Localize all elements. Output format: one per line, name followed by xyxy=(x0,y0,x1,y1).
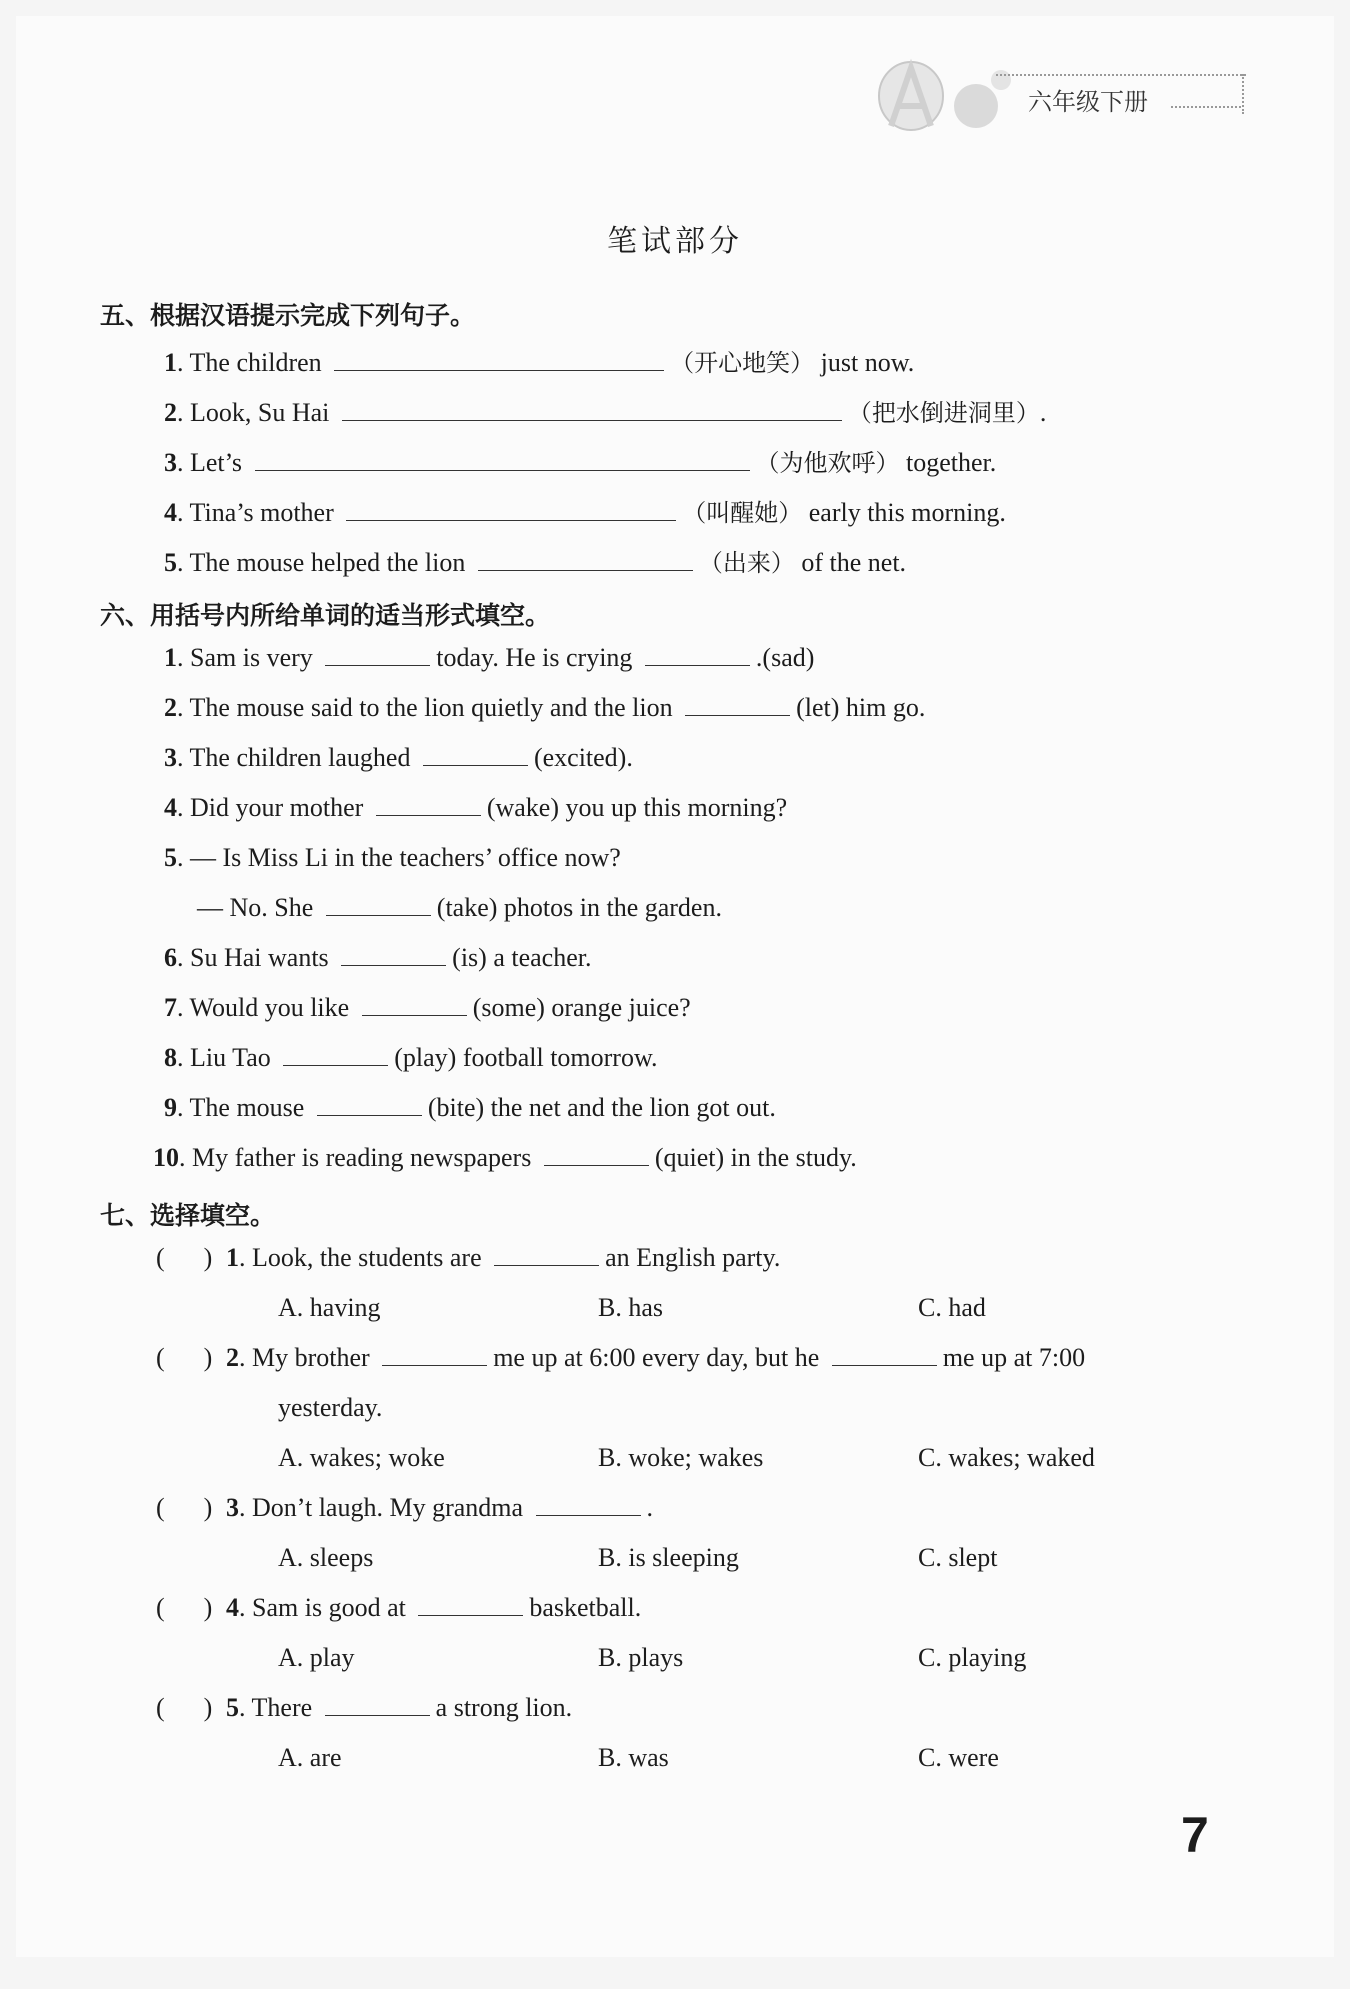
page-title: 笔试部分 xyxy=(607,224,743,259)
q5-option-a[interactable]: A. are xyxy=(278,1743,342,1772)
worksheet-page xyxy=(16,16,1334,1957)
section-7-title: 七、选择填空。 xyxy=(100,1201,276,1230)
q2-option-a[interactable]: A. wakes; woke xyxy=(278,1443,445,1472)
header-rule-vertical xyxy=(1242,74,1244,114)
header-rule-short xyxy=(1171,106,1241,108)
q3-option-b[interactable]: B. is sleeping xyxy=(598,1543,739,1572)
s5-item-1: 1. The children （开心地笑） just now. xyxy=(164,348,915,377)
s6-item-1: 1. Sam is very today. He is crying .(sad) xyxy=(164,643,815,672)
q4-option-b[interactable]: B. plays xyxy=(598,1643,684,1672)
answer-paren[interactable]: ( ) xyxy=(156,1343,213,1372)
answer-blank[interactable] xyxy=(362,993,467,1016)
answer-blank[interactable] xyxy=(317,1093,422,1116)
q1-option-c[interactable]: C. had xyxy=(918,1293,986,1322)
answer-blank[interactable] xyxy=(342,398,842,421)
s6-item-5-answer: — No. She (take) photos in the garden. xyxy=(197,893,722,922)
answer-paren[interactable]: ( ) xyxy=(156,1493,213,1522)
q1: ( ) 1. Look, the students are an English party. xyxy=(156,1243,781,1272)
q5-option-c[interactable]: C. were xyxy=(918,1743,999,1772)
answer-blank[interactable] xyxy=(478,548,693,571)
q5: ( ) 5. There a strong lion. xyxy=(156,1693,573,1722)
answer-blank xyxy=(832,1343,937,1366)
s6-item-3: 3. The children laughed (excited). xyxy=(164,743,633,772)
q2: ( ) 2. My brother me up at 6:00 every day, but he me up at 7:00 xyxy=(156,1343,1086,1372)
s6-item-4: 4. Did your mother (wake) you up this morning? xyxy=(164,793,788,822)
answer-blank[interactable] xyxy=(685,693,790,716)
answer-blank[interactable] xyxy=(544,1143,649,1166)
section-6-title: 六、用括号内所给单词的适当形式填空。 xyxy=(100,601,551,630)
s5-item-2: 2. Look, Su Hai （把水倒进洞里）. xyxy=(164,398,1047,427)
answer-blank[interactable] xyxy=(645,643,750,666)
answer-blank[interactable] xyxy=(376,793,481,816)
answer-blank[interactable] xyxy=(334,348,664,371)
q3-option-a[interactable]: A. sleeps xyxy=(278,1543,374,1572)
answer-blank[interactable] xyxy=(326,893,431,916)
s5-item-5: 5. The mouse helped the lion （出来） of the net. xyxy=(164,548,907,577)
q3: ( ) 3. Don’t laugh. My grandma . xyxy=(156,1493,654,1522)
s6-item-5-question: 5. — Is Miss Li in the teachers’ office now? xyxy=(164,843,621,872)
answer-blank[interactable] xyxy=(346,498,676,521)
answer-paren[interactable]: ( ) xyxy=(156,1243,213,1272)
q4-option-c[interactable]: C. playing xyxy=(918,1643,1027,1672)
header-rule xyxy=(996,74,1246,76)
s5-item-4: 4. Tina’s mother （叫醒她） early this morning. xyxy=(164,498,1006,527)
q4: ( ) 4. Sam is good at basketball. xyxy=(156,1593,642,1622)
answer-blank[interactable] xyxy=(255,448,750,471)
s6-item-7: 7. Would you like (some) orange juice? xyxy=(164,993,691,1022)
answer-blank[interactable] xyxy=(325,643,430,666)
s6-item-6: 6. Su Hai wants (is) a teacher. xyxy=(164,943,592,972)
answer-blank xyxy=(536,1493,641,1516)
answer-blank[interactable] xyxy=(283,1043,388,1066)
answer-blank xyxy=(418,1593,523,1616)
s6-item-9: 9. The mouse (bite) the net and the lion got out. xyxy=(164,1093,776,1122)
s5-item-3: 3. Let’s （为他欢呼） together. xyxy=(164,448,997,477)
answer-paren[interactable]: ( ) xyxy=(156,1693,213,1722)
q5-option-b[interactable]: B. was xyxy=(598,1743,669,1772)
q2-continuation: yesterday. xyxy=(278,1393,383,1422)
answer-paren[interactable]: ( ) xyxy=(156,1593,213,1622)
q4-option-a[interactable]: A. play xyxy=(278,1643,355,1672)
q1-option-a[interactable]: A. having xyxy=(278,1293,381,1322)
s6-item-8: 8. Liu Tao (play) football tomorrow. xyxy=(164,1043,658,1072)
section-5-title: 五、根据汉语提示完成下列句子。 xyxy=(100,301,476,330)
q2-option-c[interactable]: C. wakes; waked xyxy=(918,1443,1095,1472)
q1-option-b[interactable]: B. has xyxy=(598,1293,663,1322)
q3-option-c[interactable]: C. slept xyxy=(918,1543,998,1572)
answer-blank[interactable] xyxy=(341,943,446,966)
answer-blank xyxy=(382,1343,487,1366)
q2-option-b[interactable]: B. woke; wakes xyxy=(598,1443,764,1472)
s6-item-10: 10. My father is reading newspapers (quiet) in the study. xyxy=(153,1143,857,1172)
page-number: 7 xyxy=(1181,1807,1209,1863)
answer-blank xyxy=(494,1243,599,1266)
answer-blank xyxy=(325,1693,430,1716)
grade-label: 六年级下册 xyxy=(1028,88,1148,116)
answer-blank[interactable] xyxy=(423,743,528,766)
s6-item-2: 2. The mouse said to the lion quietly and the lion (let) him go. xyxy=(164,693,926,722)
